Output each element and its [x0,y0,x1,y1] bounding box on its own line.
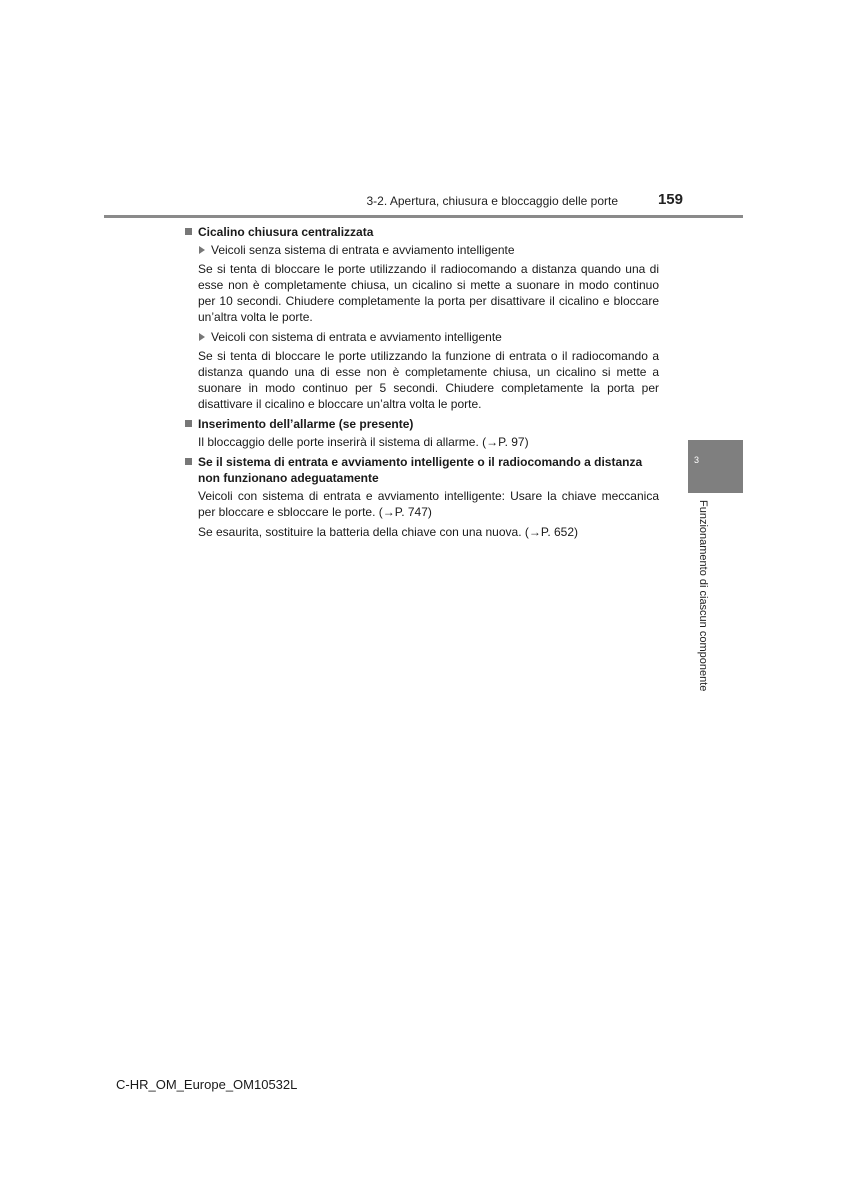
section-heading [185,454,659,486]
header-divider [104,215,743,218]
chapter-label-container [688,500,718,705]
document-code: C-HR_OM_Europe_OM10532L [116,1077,298,1092]
subheading [185,329,659,345]
section-header-title: 3-2. Apertura, chiusura e bloccaggio delle porte [366,194,618,208]
square-bullet-icon [185,458,192,465]
section-smart-entry-malfunction [185,454,659,540]
subheading-text: Veicoli con sistema di entrata e avviamento intelligente [211,330,502,344]
square-bullet-icon [185,420,192,427]
paragraph: Se si tenta di bloccare le porte utilizzando la funzione di entrata o il radiocomando a distanza quando una di esse non è completamente chiusa, un cicalino si mette a suonare in modo continuo per 5 secondi. Chiudere completamente la porta per disattivare il cicalino e bloccare un’altra volta le porte. [198,349,659,411]
section-heading-text: Inserimento dell’allarme (se presente) [198,417,414,431]
subheading-text: Veicoli senza sistema di entrata e avviamento intelligente [211,243,515,257]
paragraph: Il bloccaggio delle porte inserirà il sistema di allarme. (→P. 97) [198,435,529,449]
paragraph: Se esaurita, sostituire la batteria della chiave con una nuova. (→P. 652) [198,525,579,539]
triangle-bullet-icon [199,333,205,341]
chapter-number: 3 [694,455,700,465]
section-heading-text: Se il sistema di entrata e avviamento intelligente o il radiocomando a distanza non funzionano adeguatamente [198,455,643,485]
paragraph: Se si tenta di bloccare le porte utilizzando il radiocomando a distanza quando una di esse non è completamente chiusa, un cicalino si mette a suonare in modo continuo per 10 secondi. Chiudere completamente la porta per disattivare il cicalino e bloccare un’altra volta le porte. [198,262,659,324]
subheading [185,242,659,258]
page-number: 159 [657,191,683,208]
section-heading-text: Cicalino chiusura centralizzata [198,225,374,239]
square-bullet-icon [185,228,192,235]
section-door-lock-buzzer [185,224,659,412]
page-body [185,224,659,544]
section-heading [185,224,659,240]
chapter-tab [688,440,743,493]
section-alarm-setting [185,416,659,450]
section-heading [185,416,659,432]
triangle-bullet-icon [199,246,205,254]
chapter-label: Funzionamento di ciascun componente [697,500,709,692]
paragraph: Veicoli con sistema di entrata e avviamento intelligente: Usare la chiave meccanica per bloccare e sbloccare le porte. (→P. 747) [198,489,659,519]
